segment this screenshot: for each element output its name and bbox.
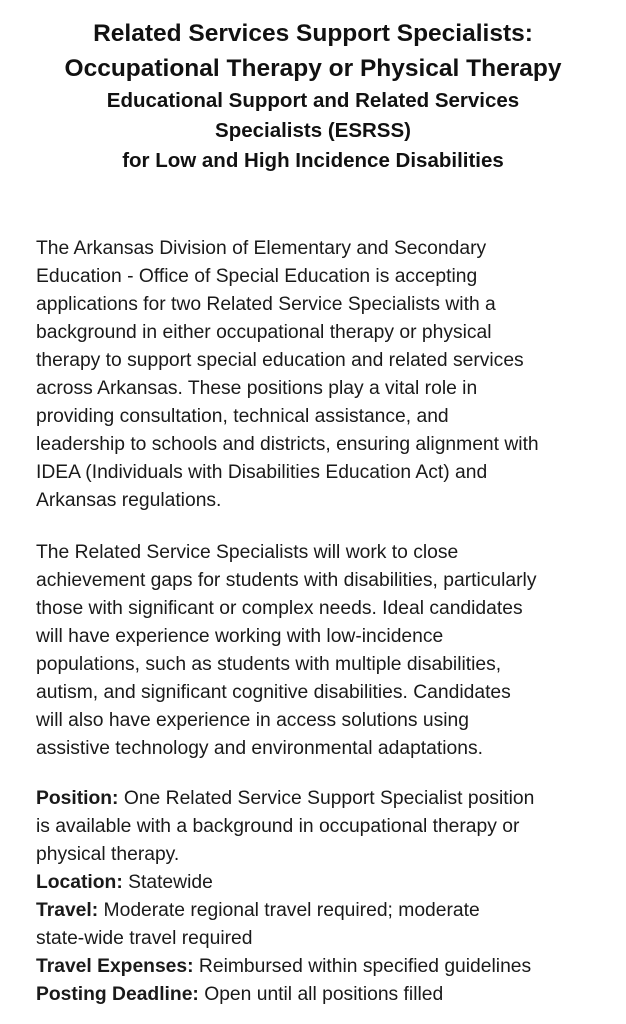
travel-row — [36, 897, 606, 925]
paragraph-line: Education - Office of Special Education is accepting — [36, 266, 478, 287]
paragraph-line: those with significant or complex needs. Ideal candidates — [36, 598, 523, 619]
subtitle-line-1: Educational Support and Related Services — [106, 89, 520, 112]
candidate-paragraph — [36, 539, 606, 763]
paragraph-line: across Arkansas. These positions play a vital role in — [36, 378, 478, 399]
subtitle-line-2: Specialists (ESRSS) — [215, 119, 411, 142]
paragraph-line: providing consultation, technical assistance, and — [36, 406, 449, 427]
paragraph-line: will have experience working with low-incidence — [36, 626, 444, 647]
travel-value: Moderate regional travel required; moderate — [98, 900, 480, 921]
travel-label: Travel: — [36, 900, 99, 921]
location-value: Statewide — [122, 872, 213, 893]
document-header — [0, 16, 626, 176]
paragraph-line: therapy to support special education and related services — [36, 350, 524, 371]
title-line-1: Related Services Support Specialists: — [93, 20, 533, 47]
posting-deadline-value: Open until all positions filled — [198, 984, 444, 1005]
posting-deadline-row — [36, 981, 606, 1009]
travel-value-line-2: state-wide travel required — [36, 928, 253, 949]
subtitle — [0, 86, 626, 176]
travel-expenses-row — [36, 953, 606, 981]
paragraph-line: The Arkansas Division of Elementary and Secondary — [36, 238, 487, 259]
position-value: One Related Service Support Specialist position — [118, 788, 535, 809]
paragraph-line: autism, and significant cognitive disabilities. Candidates — [36, 682, 511, 703]
paragraph-line: applications for two Related Service Specialists with a — [36, 294, 496, 315]
location-label: Location: — [36, 872, 123, 893]
paragraph-line: achievement gaps for students with disabilities, particularly — [36, 570, 537, 591]
title-line-2: Occupational Therapy or Physical Therapy — [64, 55, 562, 82]
position-label: Position: — [36, 788, 119, 809]
paragraph-line: The Related Service Specialists will work to close — [36, 542, 459, 563]
paragraph-line: Arkansas regulations. — [36, 490, 222, 511]
travel-expenses-label: Travel Expenses: — [36, 956, 194, 977]
subtitle-line-3: for Low and High Incidence Disabilities — [122, 149, 504, 172]
paragraph-line: will also have experience in access solutions using — [36, 710, 469, 731]
paragraph-line: IDEA (Individuals with Disabilities Education Act) and — [36, 462, 488, 483]
position-row — [36, 785, 606, 813]
paragraph-line: background in either occupational therapy or physical — [36, 322, 492, 343]
location-row — [36, 869, 606, 897]
paragraph-line: leadership to schools and districts, ensuring alignment with — [36, 434, 539, 455]
position-value-line-2: is available with a background in occupational therapy or — [36, 816, 520, 837]
position-details — [36, 785, 606, 1009]
position-value-line-3: physical therapy. — [36, 844, 180, 865]
paragraph-line: assistive technology and environmental adaptations. — [36, 738, 483, 759]
posting-deadline-label: Posting Deadline: — [36, 984, 199, 1005]
travel-expenses-value: Reimbursed within specified guidelines — [193, 956, 532, 977]
intro-paragraph — [36, 235, 606, 515]
paragraph-line: populations, such as students with multiple disabilities, — [36, 654, 502, 675]
